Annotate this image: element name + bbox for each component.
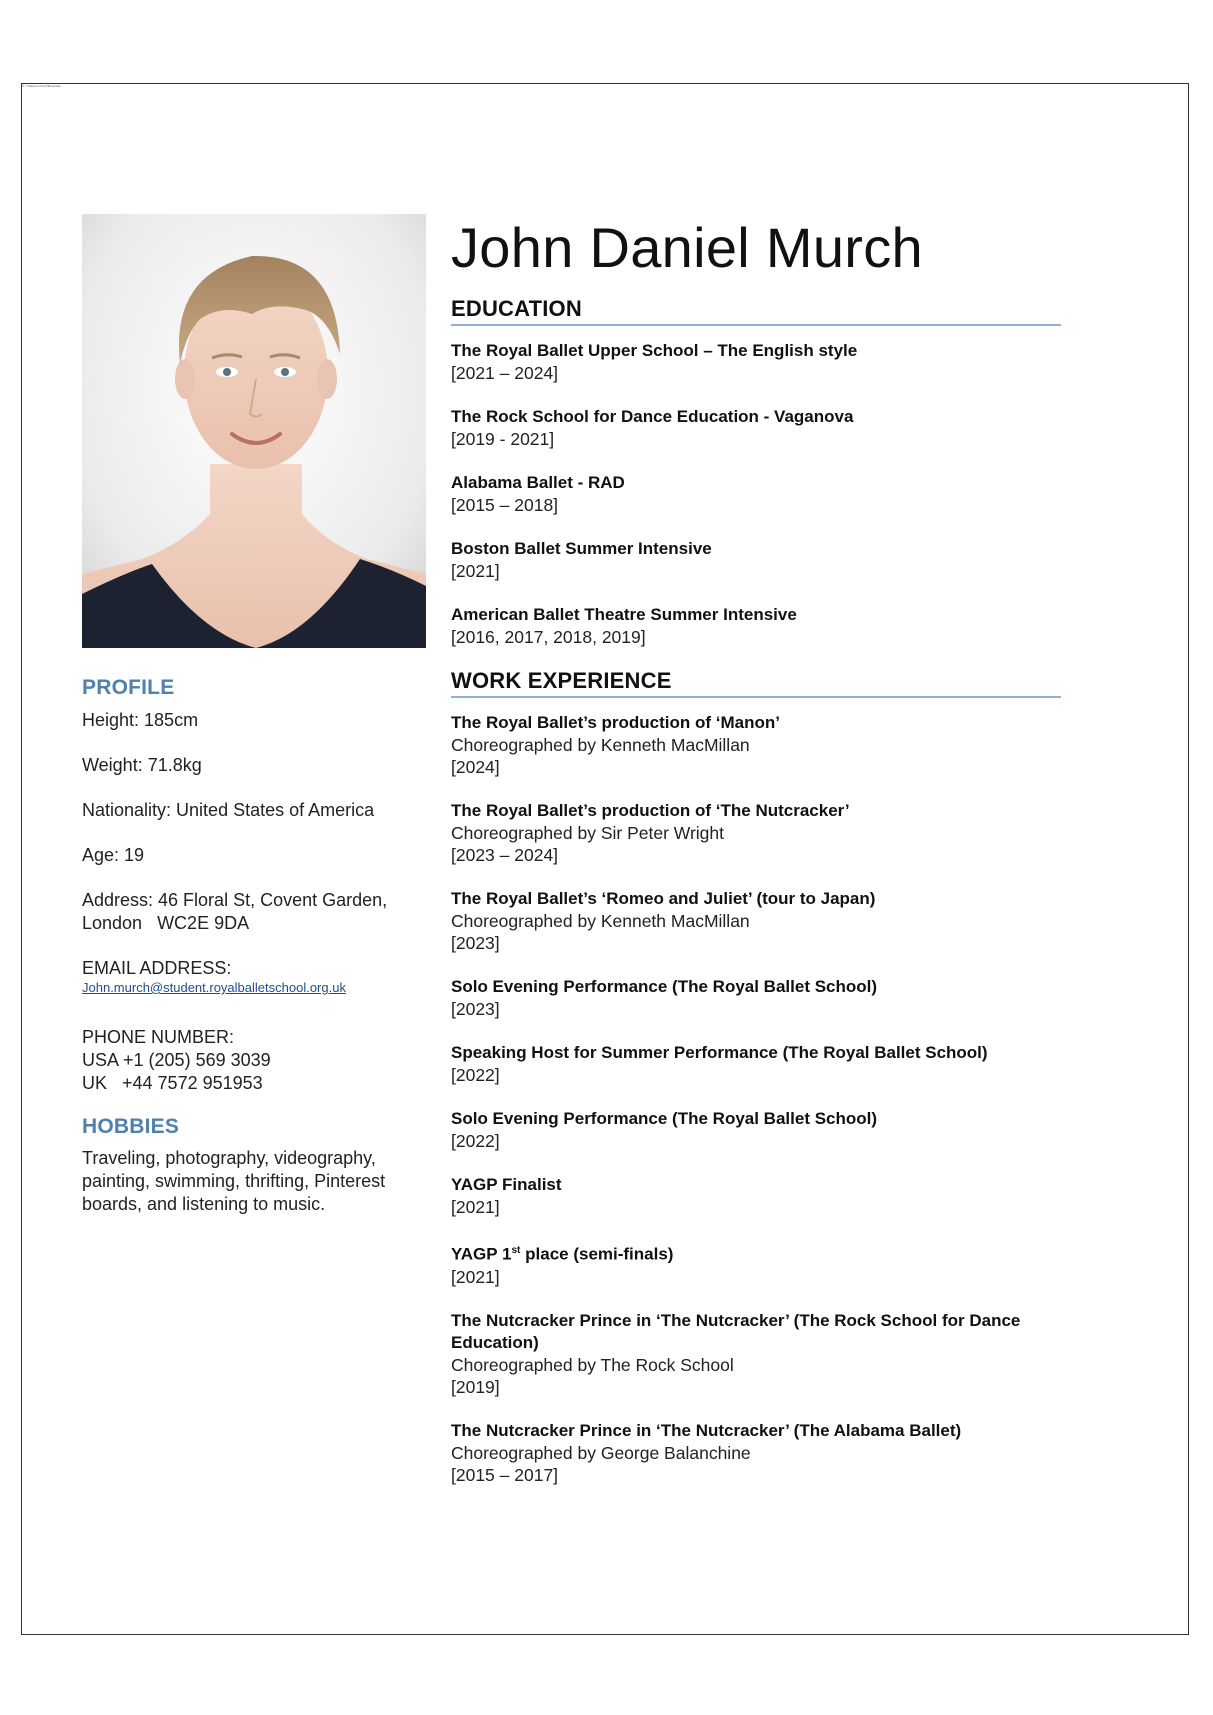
email-link[interactable]: John.murch@student.royalballetschool.org.uk [82, 980, 346, 995]
education-entry [451, 406, 1061, 450]
profile-address: Address: 46 Floral St, Covent Garden, London WC2E 9DA [82, 890, 388, 933]
work-entry [451, 1240, 1061, 1288]
hobbies-heading: HOBBIES [82, 1115, 180, 1138]
education-list [451, 340, 1061, 648]
education-entry-date: [2021 – 2024] [451, 363, 559, 383]
education-entry-title: The Rock School for Dance Education - Vaganova [451, 407, 854, 426]
corner-note: © TheDocumentTemplate [22, 84, 61, 88]
education-entry-date: [2019 - 2021] [451, 429, 555, 449]
work-entry-title: Solo Evening Performance (The Royal Ballet School) [451, 977, 878, 996]
work-entry-choreographer: Choreographed by George Balanchine [451, 1442, 751, 1463]
work-entry [451, 1174, 1061, 1218]
work-entry [451, 1108, 1061, 1152]
work-entry-choreographer: Choreographed by Sir Peter Wright [451, 823, 725, 843]
work-entry [451, 1310, 1061, 1398]
work-entry-choreographer: Choreographed by Kenneth MacMillan [451, 911, 750, 931]
work-entry-date: [2015 – 2017] [451, 1464, 559, 1485]
left-column [82, 214, 428, 1234]
profile-heading: PROFILE [82, 676, 175, 699]
profile-phone [82, 1026, 428, 1095]
portrait-photo-icon [82, 214, 426, 648]
name-title: John Daniel Murch [451, 216, 923, 279]
work-entry-choreographer: Choreographed by Kenneth MacMillan [451, 735, 750, 755]
work-entry-date: [2022] [451, 1065, 500, 1085]
work-entry-date: [2021] [451, 1266, 500, 1287]
portrait-photo [82, 214, 426, 648]
work-entry [451, 712, 1061, 778]
work-experience-heading: WORK EXPERIENCE [451, 668, 1061, 698]
work-entry-title: Speaking Host for Summer Performance (The Royal Ballet School) [451, 1043, 988, 1062]
work-entry-date: [2022] [451, 1131, 500, 1151]
education-entry-title: The Royal Ballet Upper School – The English style [451, 341, 858, 360]
profile-height: Height: 185cm [82, 710, 199, 730]
work-entry-date: [2023] [451, 999, 500, 1019]
work-entry-date: [2019] [451, 1376, 500, 1397]
work-experience-list [451, 712, 1061, 1486]
phone-label: PHONE NUMBER: [82, 1027, 235, 1047]
education-entry-title: Boston Ballet Summer Intensive [451, 539, 712, 558]
education-entry [451, 472, 1061, 516]
work-entry [451, 800, 1061, 866]
work-entry-title: YAGP Finalist [451, 1175, 562, 1194]
profile-email [82, 957, 428, 996]
education-entry [451, 604, 1061, 648]
work-entry-date: [2023 – 2024] [451, 845, 559, 865]
work-entry-title: The Nutcracker Prince in ‘The Nutcracker’ (The Alabama Ballet) [451, 1420, 962, 1440]
education-entry-date: [2015 – 2018] [451, 495, 559, 515]
work-entry-title: YAGP 1st place (semi-finals) [451, 1244, 674, 1264]
work-entry-title: The Royal Ballet’s ‘Romeo and Juliet’ (tour to Japan) [451, 889, 876, 908]
education-entry [451, 340, 1061, 384]
work-entry [451, 1042, 1061, 1086]
education-entry-title: Alabama Ballet - RAD [451, 473, 625, 492]
work-entry [451, 976, 1061, 1020]
education-heading: EDUCATION [451, 296, 1061, 326]
education-entry-date: [2016, 2017, 2018, 2019] [451, 627, 646, 647]
work-entry-title: The Royal Ballet’s production of ‘The Nutcracker’ [451, 801, 850, 820]
work-entry-title: The Royal Ballet’s production of ‘Manon’ [451, 713, 780, 732]
email-label: EMAIL ADDRESS: [82, 958, 232, 978]
work-entry-date: [2021] [451, 1197, 500, 1217]
profile-weight: Weight: 71.8kg [82, 755, 202, 775]
profile-nationality: Nationality: United States of America [82, 800, 375, 820]
education-entry-title: American Ballet Theatre Summer Intensive [451, 605, 797, 624]
work-entry-title: The Nutcracker Prince in ‘The Nutcracker’ (The Rock School for Dance Education) [451, 1310, 1021, 1352]
education-entry-date: [2021] [451, 561, 500, 581]
education-entry [451, 538, 1061, 582]
work-entry-choreographer: Choreographed by The Rock School [451, 1354, 734, 1375]
work-entry [451, 888, 1061, 954]
hobbies-text: Traveling, photography, videography, painting, swimming, thrifting, Pinterest boards, and listening to music. [82, 1148, 386, 1214]
work-entry-date: [2023] [451, 933, 500, 953]
work-entry-title: Solo Evening Performance (The Royal Ballet School) [451, 1109, 878, 1128]
phone-uk: UK +44 7572 951953 [82, 1073, 263, 1093]
phone-usa: USA +1 (205) 569 3039 [82, 1050, 271, 1070]
right-column [451, 214, 1061, 1486]
profile-age: Age: 19 [82, 845, 145, 865]
work-entry [451, 1420, 1061, 1486]
work-entry-date: [2024] [451, 757, 500, 777]
